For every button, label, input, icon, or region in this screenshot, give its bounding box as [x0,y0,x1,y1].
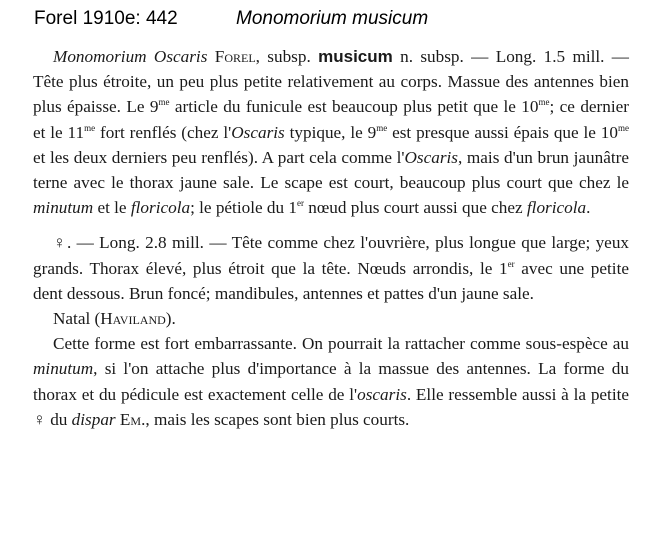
text-run: Natal ( [53,309,101,329]
italic-term: minutum [33,198,94,218]
italic-term: Oscaris [231,122,285,142]
species-title: Monomorium musicum [236,8,429,29]
text-run: ; le pétiole du 1 [190,198,297,218]
italic-term: dispar [71,409,116,429]
text-run: . Elle ressemble aussi à la petite [406,384,629,404]
superscript: me [618,122,629,133]
text-run: , mais d'un brun jaunâtre terne avec le thorax jaune sale. Le scape est court, beaucoup plus court que chez le [33,147,630,193]
text-run: typique, le 9 [284,122,377,142]
paragraph-female [33,230,629,306]
text-run: du [45,409,72,429]
text-run: n. subsp. — Long. 1.5 mill. — Tête plus étroite, un peu plus petite relativement au corps. Massue des antennes bien plus épaisse. Le 9 [33,47,629,117]
superscript: me [158,97,170,108]
superscript: er [296,198,304,209]
paragraph-worker [33,44,629,220]
text-run: , si l'on attache plus d'importance à la massue des antennes. La forme du thorax et du pédicule est exactement celle de l' [33,359,629,404]
description-text [33,44,629,432]
text-run: et le [93,198,131,218]
paragraph-locality [33,306,629,331]
text-run: , subsp. [255,47,319,66]
text-run: . — Long. 2.8 mill. — Tête comme chez l'ouvrière, plus longue que large; yeux grands. Thorax élevé, plus étroit que la tête. Nœuds arrondis, le 1 [33,233,630,278]
page-header [34,8,429,30]
text-run: . [586,198,591,218]
female-symbol: ♀ [53,233,67,253]
text-run: est presque aussi épais que le 10 [387,122,618,142]
paragraph-remarks [33,331,629,432]
collector-name: Haviland [100,309,166,329]
taxon-name: Monomorium Oscaris [53,47,208,66]
author-name: Forel [214,47,256,66]
italic-term: Oscaris [404,147,458,167]
italic-term: oscaris [357,384,407,404]
text-run: fort renflés (chez l' [95,122,232,142]
text-run: ). [165,309,176,329]
superscript: er [507,258,515,269]
text-run: et les deux derniers peu renflés). A part cela comme l' [33,147,405,167]
superscript: me [376,122,388,133]
citation: Forel 1910e: 442 [34,8,178,29]
text-run: avec une petite dent dessous. Brun foncé; mandibules, antennes et pattes d'un jaune sale. [33,258,629,303]
italic-term: floricola [130,198,191,218]
italic-term: minutum [33,359,94,379]
author-name: Em [119,409,142,429]
text-run: ; ce dernier et le 11 [33,97,629,142]
superscript: me [84,122,96,133]
text-run: ., mais les scapes sont bien plus courts. [141,409,410,429]
superscript: me [538,97,550,108]
subspecies-name: musicum [318,47,393,66]
text-run: nœud plus court aussi que chez [303,198,527,218]
text-run: Cette forme est fort embarrassante. On pourrait la rattacher comme sous-espèce au [53,334,629,354]
female-symbol: ♀ [33,409,46,429]
italic-term: floricola [526,198,587,218]
text-run: article du funicule est beaucoup plus petit que le 10 [169,97,539,117]
